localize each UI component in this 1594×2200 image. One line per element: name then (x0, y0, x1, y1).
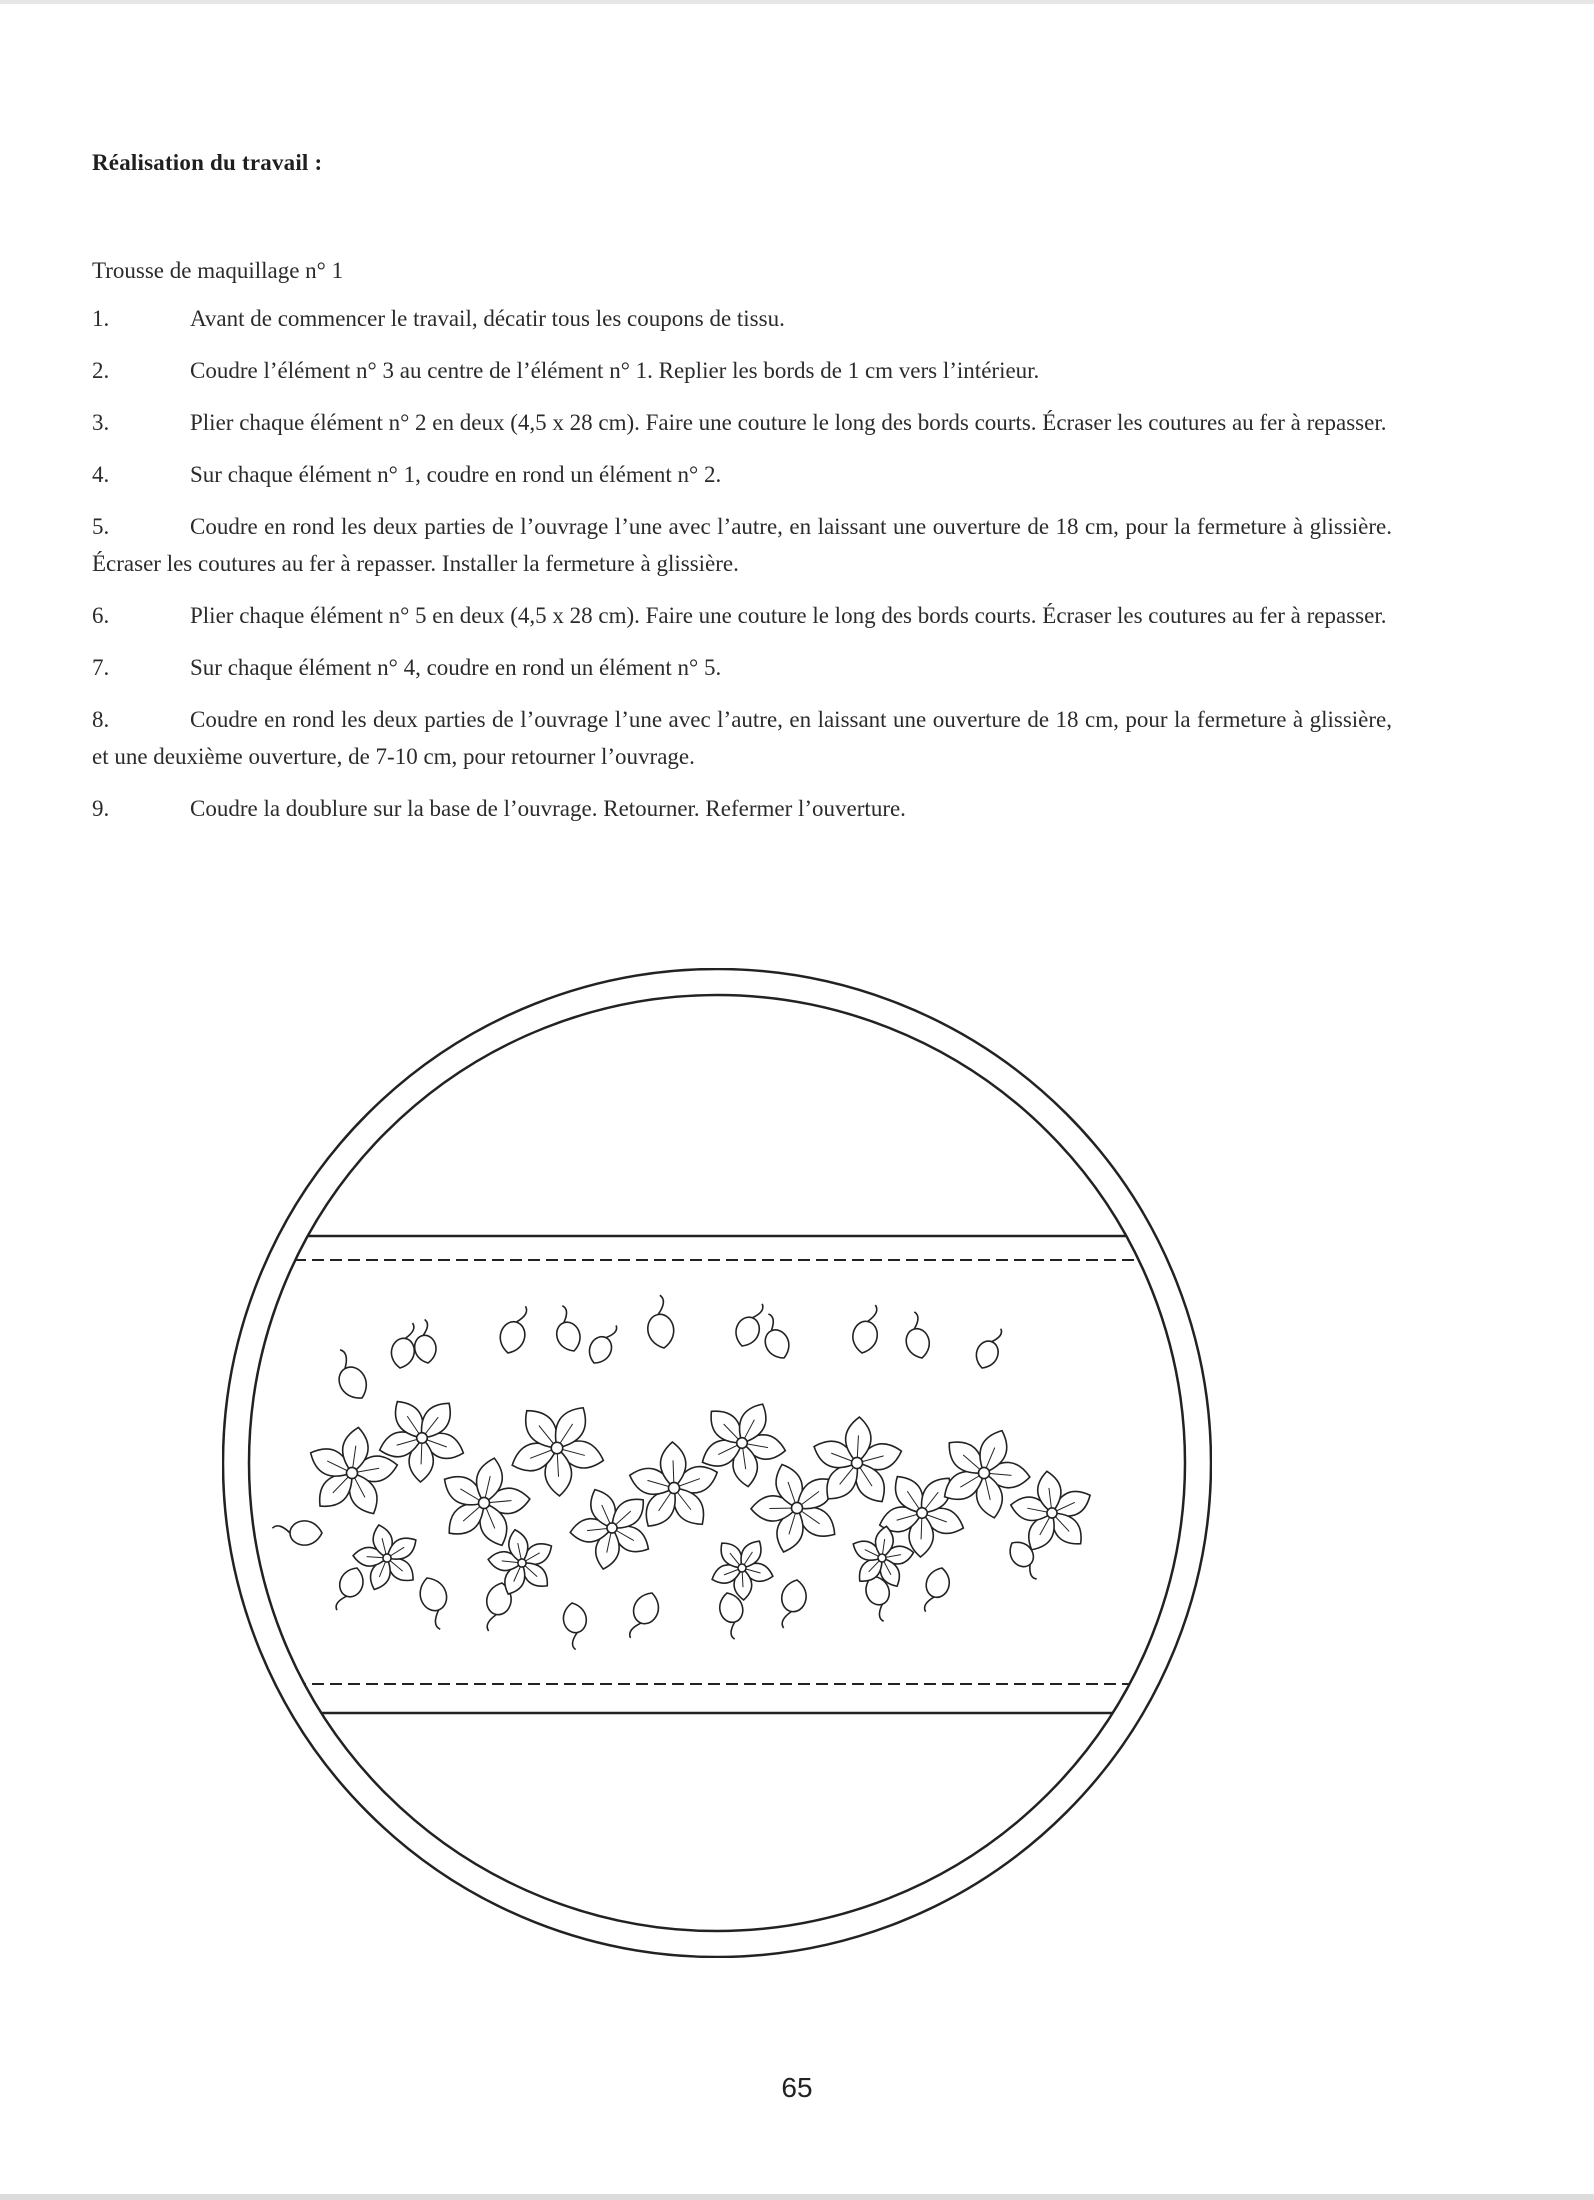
flower-center (551, 1442, 563, 1454)
flower (512, 1408, 603, 1496)
flower-bud (754, 1311, 794, 1363)
step-number: 5. (92, 514, 110, 539)
flower-bud (850, 1302, 882, 1355)
flower-center (383, 1554, 391, 1562)
step-number: 9. (92, 796, 110, 821)
flower-center (791, 1502, 802, 1513)
flower (311, 1427, 398, 1513)
page-number: 65 (781, 2072, 813, 2103)
step-text: Coudre en rond les deux parties de l’ouvrage l’une avec l’autre, en laissant une ouverture de 18 cm, pour la fermeture à glissière. Écraser les coutures au fer à repasser. Installer la fermeture à glissière. (92, 514, 1392, 576)
step-7 (92, 649, 1392, 686)
step-text: Plier chaque élément n° 2 en deux (4,5 x 28 cm). Faire une couture le long des bords courts. Écraser les coutures au fer à repasser. (190, 410, 1387, 435)
step-number: 7. (92, 655, 110, 680)
flower (751, 1465, 835, 1552)
flower-center (878, 1554, 886, 1562)
flower-bud (919, 1565, 953, 1616)
step-3 (92, 404, 1392, 441)
flower-center (737, 1438, 748, 1449)
step-6 (92, 597, 1392, 634)
flower-bud (272, 1521, 322, 1545)
steps-list (92, 300, 1392, 827)
page-top-edge (0, 0, 1594, 4)
flower-bud (731, 1298, 768, 1349)
step-9 (92, 790, 1392, 827)
flower-bud (496, 1302, 532, 1356)
flower-bud (330, 1564, 367, 1615)
flower-center (346, 1467, 357, 1478)
flower-bud (624, 1589, 664, 1644)
flower-bud (547, 1303, 584, 1354)
flower-bud (415, 1574, 457, 1632)
flower (853, 1526, 913, 1586)
step-1 (92, 300, 1392, 337)
flower (814, 1417, 901, 1502)
step-number: 4. (92, 462, 110, 487)
pattern-illustration (222, 968, 1212, 1958)
flower-center (478, 1497, 489, 1508)
flower-center (917, 1508, 928, 1519)
flower-center (668, 1482, 679, 1493)
section-title: Réalisation du travail : (92, 150, 323, 175)
flower-center (1047, 1508, 1057, 1518)
instructions-block (92, 150, 1392, 842)
step-2 (92, 352, 1392, 389)
flower-bud (324, 1346, 373, 1405)
step-number: 1. (92, 306, 110, 331)
flower-bud (972, 1324, 1007, 1372)
step-8 (92, 701, 1392, 775)
step-number: 3. (92, 410, 110, 435)
flower-bud (642, 1294, 677, 1350)
step-text: Plier chaque élément n° 5 en deux (4,5 x 28 cm). Faire une couture le long des bords courts. Écraser les coutures au fer à repasser. (190, 603, 1387, 628)
step-5 (92, 508, 1392, 582)
flower-bud (561, 1601, 591, 1651)
project-subtitle: Trousse de maquillage n° 1 (92, 258, 344, 283)
floral-motif (272, 1294, 1090, 1651)
step-text: Coudre en rond les deux parties de l’ouvrage l’une avec l’autre, en laissant une ouverture de 18 cm, pour la fermeture à glissière, et une deuxième ouverture, de 7-10 cm, pour retourner l’ouvrage. (92, 707, 1392, 769)
flower (570, 1490, 648, 1569)
step-text: Coudre la doublure sur la base de l’ouvrage. Retourner. Refermer l’ouverture. (190, 796, 906, 821)
flower-bud (899, 1310, 933, 1361)
embroidery-pattern-drawing (222, 968, 1212, 1958)
flower-center (607, 1523, 617, 1533)
step-text: Sur chaque élément n° 4, coudre en rond un élément n° 5. (190, 655, 722, 680)
flower-center (417, 1433, 428, 1444)
step-text: Avant de commencer le travail, décatir tous les coupons de tissu. (190, 306, 785, 331)
page-bottom-edge (0, 2194, 1594, 2200)
flower-center (518, 1559, 526, 1567)
step-number: 6. (92, 603, 110, 628)
step-text: Coudre l’élément n° 3 au centre de l’élément n° 1. Replier les bords de 1 cm vers l’intérieur. (190, 358, 1040, 383)
flower (712, 1541, 773, 1600)
flower-center (738, 1564, 746, 1572)
step-number: 2. (92, 358, 110, 383)
flower-bud (776, 1578, 808, 1631)
flower-center (978, 1467, 989, 1478)
step-4 (92, 456, 1392, 493)
flower-bud (584, 1319, 622, 1367)
step-number: 8. (92, 707, 110, 732)
flower-center (851, 1457, 862, 1468)
step-text: Sur chaque élément n° 1, coudre en rond un élément n° 2. (190, 462, 722, 487)
